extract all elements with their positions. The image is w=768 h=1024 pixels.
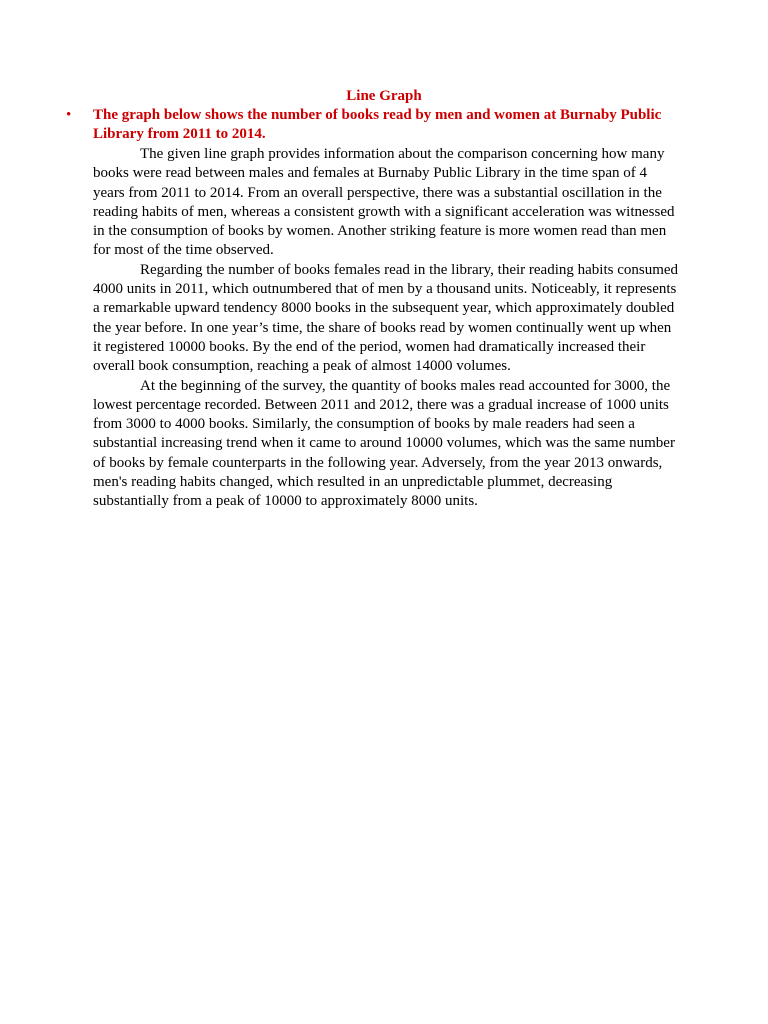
- task-prompt: The graph below shows the number of books read by men and women at Burnaby Public Library from 2011 to 2014.: [93, 107, 662, 142]
- essay-paragraph-females: Regarding the number of books females read in the library, their reading habits consumed 4000 units in 2011, which outnumbered that of men by a thousand units. Noticeably, it represents a remarkable upward tendency 8000 books in the subsequent year, which approximately doubled the year before. In one year’s time, the share of books read by women continually went up when it registered 10000 books. By the end of the period, women had dramatically increased their overall book consumption, reaching a peak of almost 14000 volumes.: [93, 261, 679, 375]
- bullet-marker: •: [66, 107, 72, 123]
- document-title: Line Graph: [346, 88, 422, 104]
- essay-paragraph-intro: The given line graph provides information about the comparison concerning how many books were read between males and females at Burnaby Public Library in the time span of 4 years from 2011 to 2014. From an overall perspective, there was a substantial oscillation in the reading habits of men, whereas a consistent growth with a significant acceleration was witnessed in the consumption of books by women. Another striking feature is more women read than men for most of the time observed.: [93, 146, 675, 259]
- essay-paragraph-males: At the beginning of the survey, the quantity of books males read accounted for 3000, the lowest percentage recorded. Between 2011 and 2012, there was a gradual increase of 1000 units from 3000 to 4000 books. Similarly, the consumption of books by male readers had seen a substantial increasing trend when it came to around 10000 volumes, which was the same number of books by female counterparts in the following year. Adversely, from the year 2013 onwards, men's reading habits changed, which resulted in an unpredictable plummet, decreasing substantially from a peak of 10000 to approximately 8000 units.: [93, 377, 675, 510]
- essay-body: [93, 145, 681, 512]
